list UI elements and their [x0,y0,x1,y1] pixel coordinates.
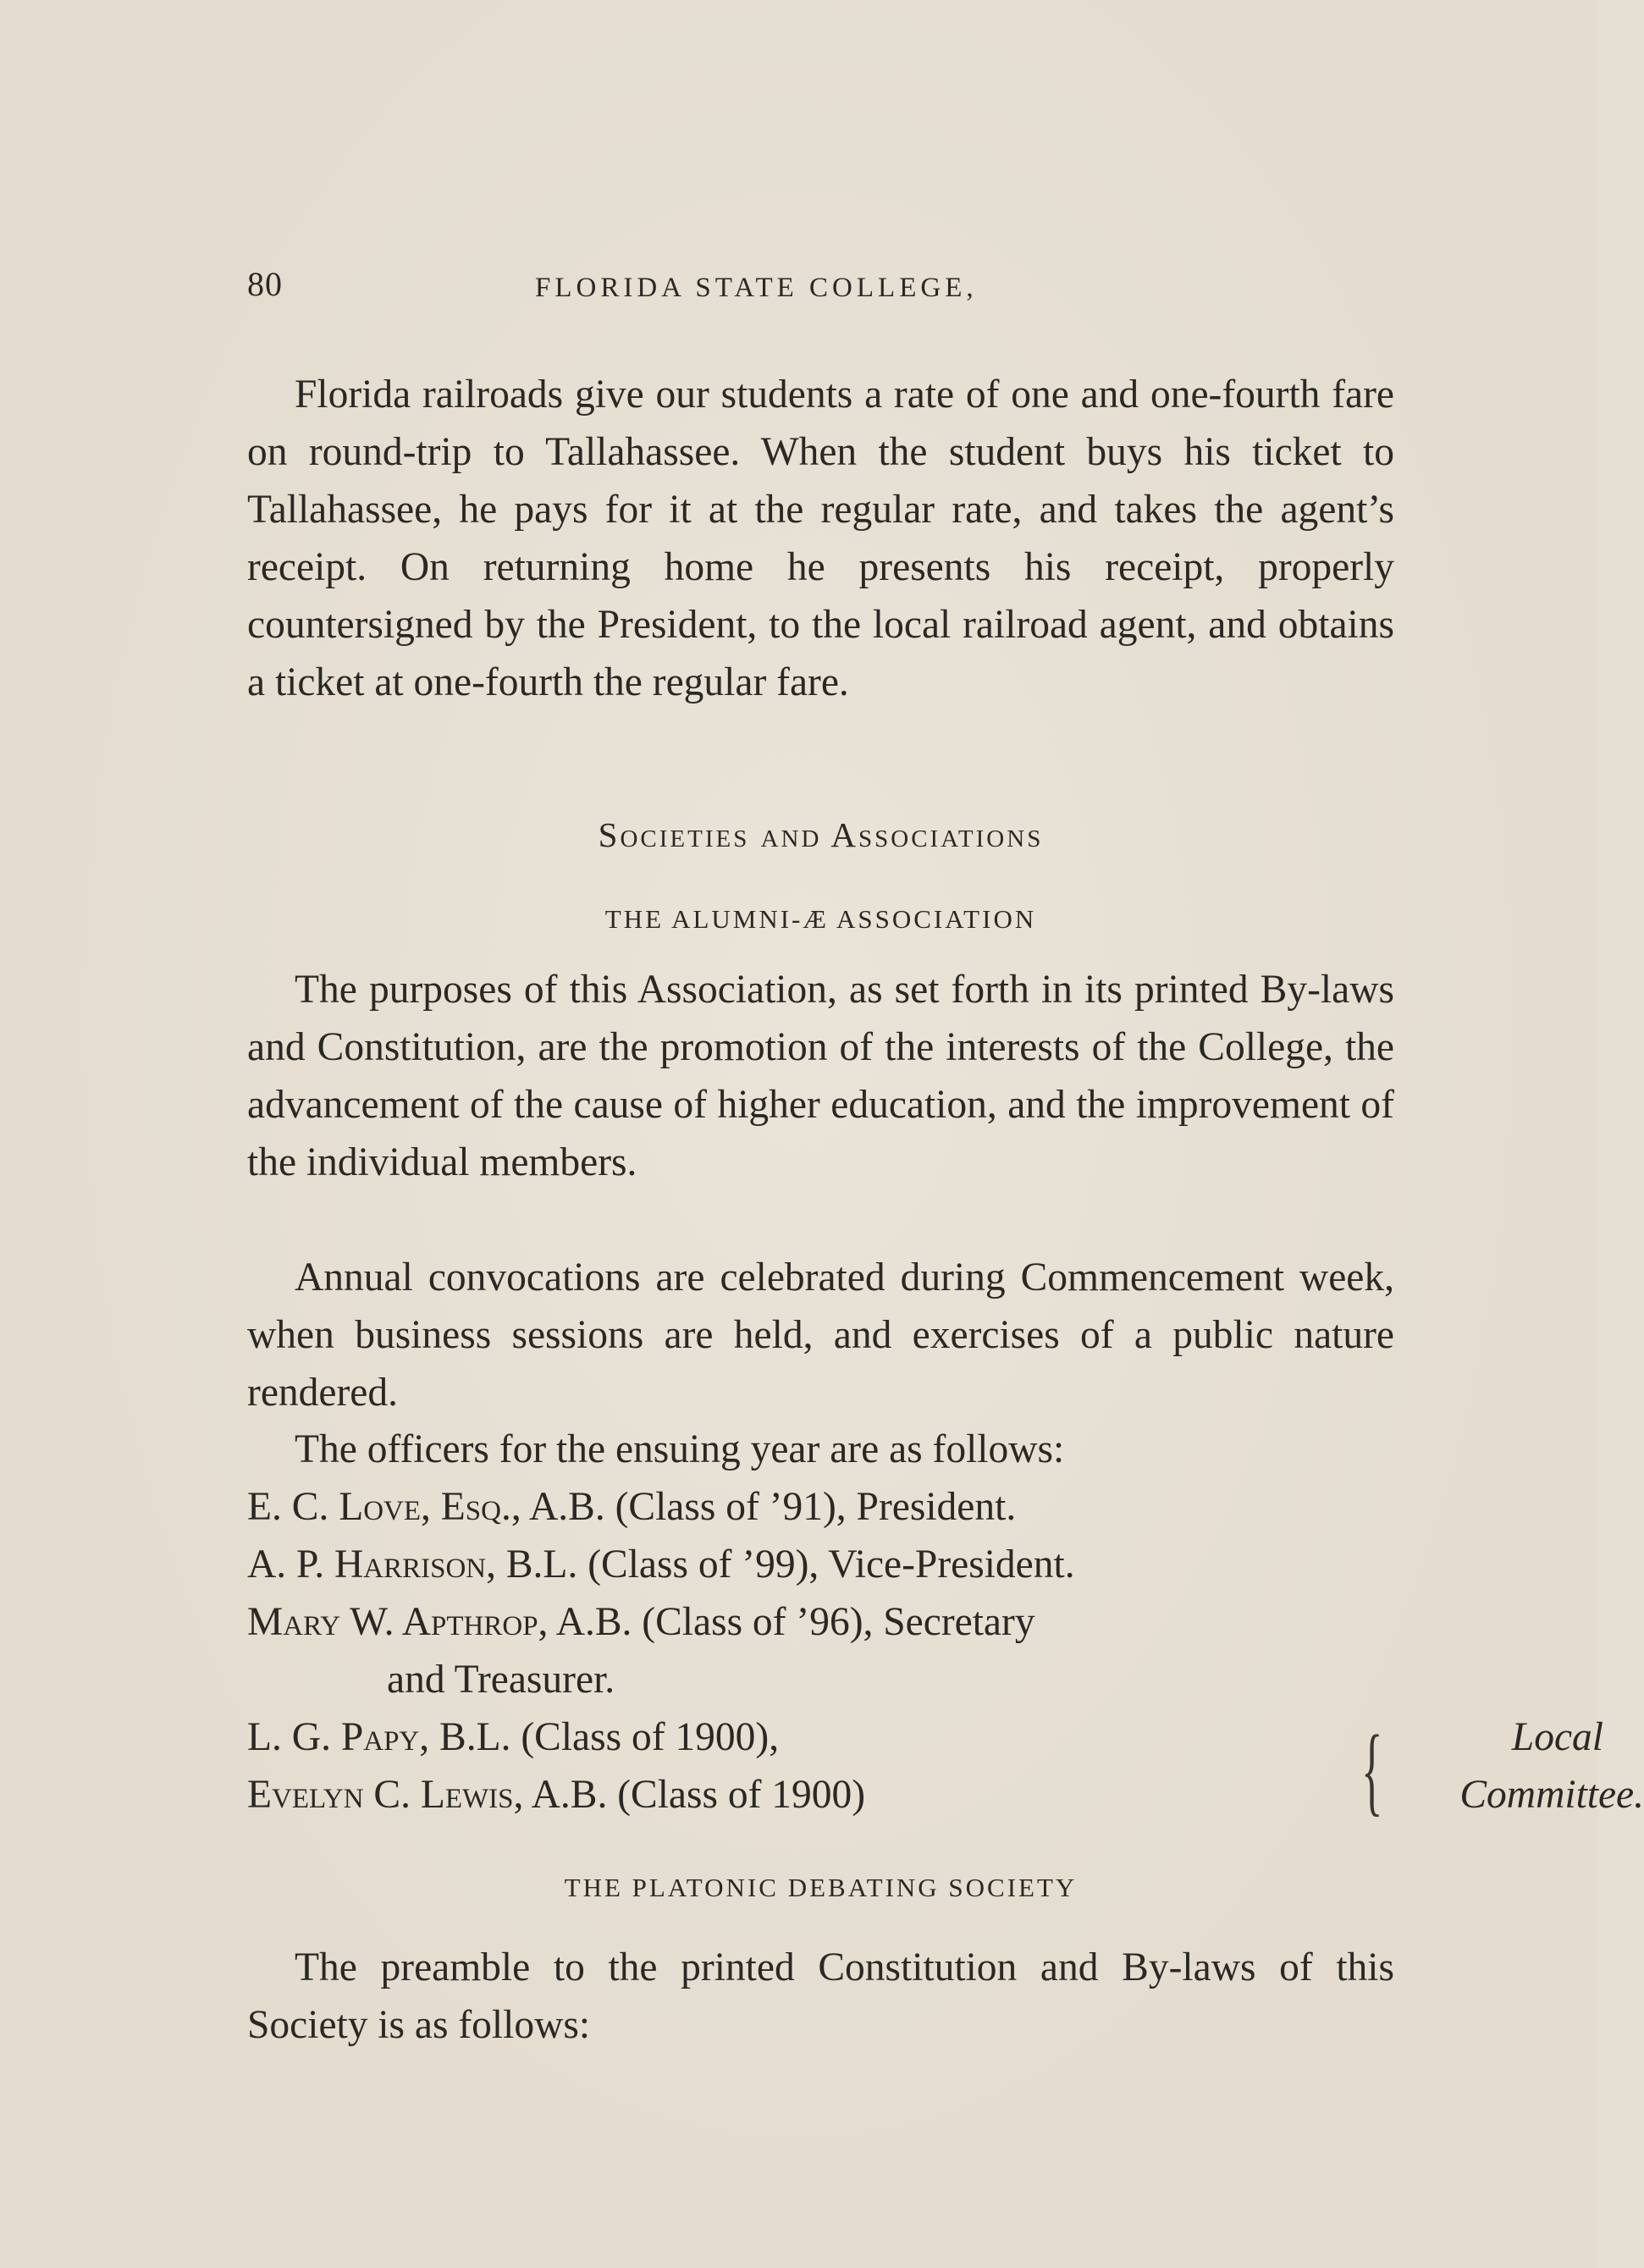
officer-details: A.B. (Class of ’91), President. [521,1485,1017,1529]
platonic-society-title: THE PLATONIC DEBATING SOCIETY [564,1873,1078,1902]
running-title: FLORIDA STATE COLLEGE, [535,273,978,303]
officer-name: A. P. Harrison, [247,1542,496,1586]
railroad-text: Florida railroads give our students a rate of one and one-fourth fare on round-trip to Tallahassee. When the student buys his ticket to Tallahassee, he pays for it at the regular rate, and takes the agent’s receipt. On returning home he presents his receipt, properly countersigned by the President, to the local railroad agent, and obtains a ticket at one-fourth the regular fare. [247,372,1394,704]
officer-secretary [247,1593,1394,1651]
committee-members [247,1708,865,1824]
officer-president [247,1478,1394,1536]
section-title: Societies and Associations [598,815,1044,854]
officers-intro-paragraph [247,1421,1394,1478]
running-head [247,264,1394,315]
officers-list [247,1478,1644,1825]
curly-brace-icon: { [1361,1714,1383,1825]
convocations-text: Annual convocations are celebrated during Commencement week, when business sessions are held, and exercises of a public nature rendered. [247,1255,1394,1415]
committee-label-line-2: Committee. [1459,1773,1644,1817]
committee-member-lewis [247,1766,865,1824]
committee-label [1399,1708,1644,1824]
convocations-paragraph [247,1249,1394,1421]
committee-member-papy [247,1708,865,1766]
officer-name: L. G. Papy, [247,1715,430,1759]
officer-name: Mary W. Apthrop, [247,1600,549,1644]
alumni-association-title: THE ALUMNI-Æ ASSOCIATION [604,904,1037,934]
preamble-paragraph [247,1939,1394,2054]
officer-details: A.B. (Class of ’96), Secretary [548,1600,1035,1644]
officer-details: B.L. (Class of ’99), Vice-President. [496,1542,1075,1586]
purposes-paragraph [247,961,1394,1191]
purposes-text: The purposes of this Association, as set forth in its printed By-laws and Constitution, are the promotion of the interests of the College, the advancement of the cause of higher education, and the improvement of the individual members. [247,968,1394,1184]
railroad-paragraph [247,366,1394,711]
officer-secretary-continuation: and Treasurer. [387,1658,615,1702]
officer-name: Evelyn C. Lewis, [247,1773,524,1817]
local-committee [247,1708,1644,1825]
page-number: 80 [247,265,283,303]
preamble-text: The preamble to the printed Constitution and By-laws of this Society is as follows: [247,1945,1394,2047]
officer-details: A.B. (Class of 1900) [523,1773,866,1817]
committee-label-line-1: Local [1511,1715,1603,1759]
officer-details: B.L. (Class of 1900), [429,1715,780,1759]
officer-vice-president [247,1536,1394,1593]
officer-name: E. C. Love, Esq., [247,1485,521,1529]
officers-intro-text: The officers for the ensuing year are as follows: [295,1427,1065,1471]
